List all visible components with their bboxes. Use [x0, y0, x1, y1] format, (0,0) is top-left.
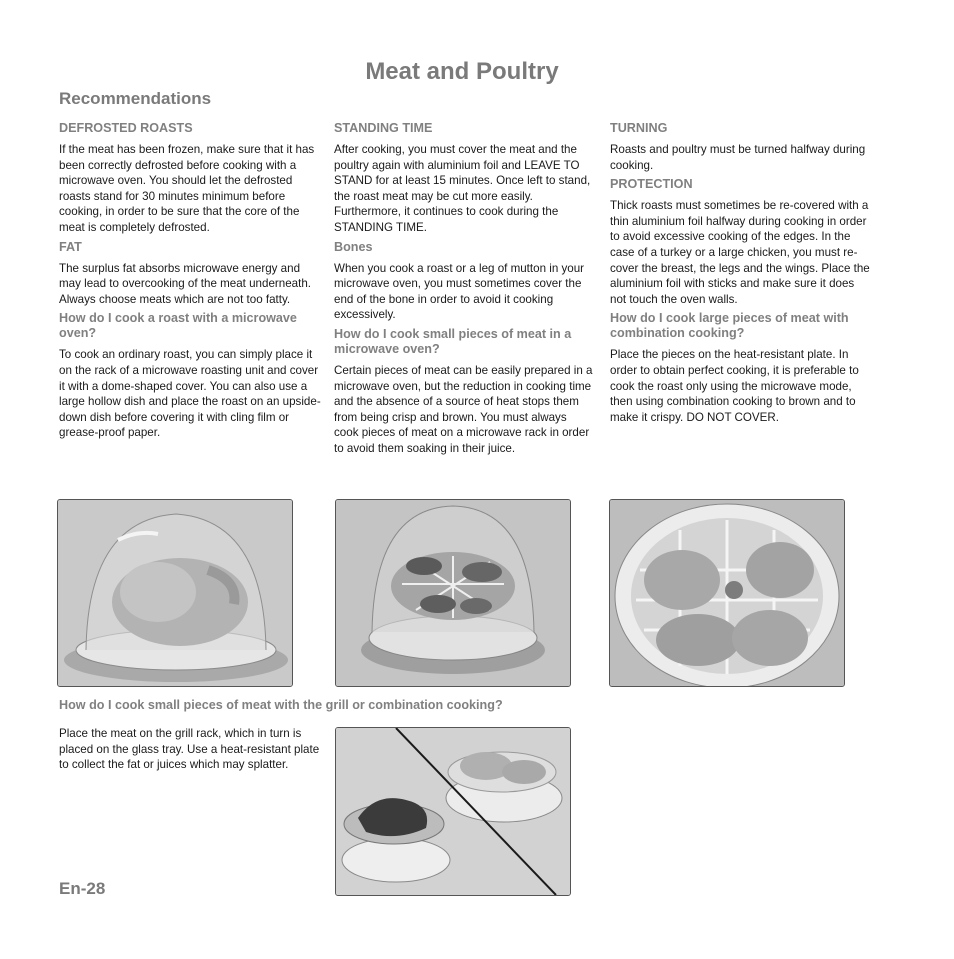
section-title: Recommendations — [59, 89, 212, 108]
paragraph-fat: The surplus fat absorbs microwave energy and may lead to overcooking of the meat underneath. Always choose meats which are not too fatty. — [59, 261, 311, 306]
page-number: En-28 — [59, 879, 106, 898]
paragraph-standing-time: After cooking, you must cover the meat and the poultry again with aluminium foil and LEAVE TO STAND for at least 15 minutes. Once left to stand, the roast meat may be cut more easily. Furthermore, it continues to cook during the STANDING TIME. — [334, 143, 591, 234]
photo-meat-under-dome — [335, 499, 571, 687]
paragraph-roast-microwave: To cook an ordinary roast, you can simply place it on the rack of a microwave roasting unit and cover it with a dome-shaped cover. You can also use a large hollow dish and place the roast on an upside-down dish before covering it with cling film or grease-proof paper. — [59, 348, 321, 440]
heading-small-pieces-microwave: How do I cook small pieces of meat in a microwave oven? — [334, 326, 572, 356]
heading-protection: PROTECTION — [610, 177, 693, 192]
heading-fat: FAT — [59, 239, 82, 254]
paragraph-small-pieces-microwave: Certain pieces of meat can be easily prepared in a microwave oven, but the reduction in cooking time and the absence of a source of heat stops them from being crisp and brown. You must always cook pieces of meat on a microwave rack in order to avoid them soaking in their juice. — [334, 363, 593, 455]
grill-question: How do I cook small pieces of meat with the grill or combination cooking? — [59, 698, 503, 712]
paragraph-grill: Place the meat on the grill rack, which in turn is placed on the glass tray. Use a heat-resistant plate to collect the fat or juices which may splatter. — [59, 727, 320, 772]
heading-turning: TURNING — [610, 121, 668, 135]
column-3 — [610, 121, 872, 429]
heading-roast-microwave: How do I cook a roast with a microwave oven? — [59, 311, 297, 341]
grill-answer — [59, 726, 321, 777]
column-1 — [59, 121, 321, 445]
photo-grill-rack — [335, 727, 571, 896]
paragraph-protection: Thick roasts must sometimes be re-covered with a thin aluminium foil halfway during cooking in order to avoid excessive cooking of the edges. In the case of a turkey or a large chicken, you must re-cover the breast, the legs and the wings. Place the aluminium foil with sticks and make sure it does not touch the oven walls. — [610, 199, 870, 306]
photo-chicken-under-dome — [57, 499, 293, 687]
paragraph-turning: Roasts and poultry must be turned halfway during cooking. — [610, 143, 866, 172]
paragraph-bones: When you cook a roast or a leg of mutton in your microwave oven, you must sometimes cover the end of the bone in order to avoid it cooking excessively. — [334, 261, 585, 322]
heading-bones: Bones — [334, 239, 373, 254]
paragraph-defrosted-roasts: If the meat has been frozen, make sure that it has been correctly defrosted before cooking with a microwave oven. You should let the defrosted roasts stand for 30 minutes minimum before cooking, in order to be sure that the core of the meat is completely defrosted. — [59, 143, 315, 234]
photo-chicken-legs-on-rack — [609, 499, 845, 687]
paragraph-large-pieces-combination: Place the pieces on the heat-resistant plate. In order to obtain perfect cooking, it is preferable to cook the roast only using the microwave mode, then using combination cooking to brown and to make it crispy. DO NOT COVER. — [610, 348, 859, 424]
heading-large-pieces-combination: How do I cook large pieces of meat with combination cooking? — [610, 311, 849, 341]
page-title: Meat and Poultry — [365, 58, 559, 85]
column-2 — [334, 121, 594, 461]
heading-defrosted-roasts: DEFROSTED ROASTS — [59, 121, 193, 135]
heading-standing-time: STANDING TIME — [334, 121, 433, 135]
